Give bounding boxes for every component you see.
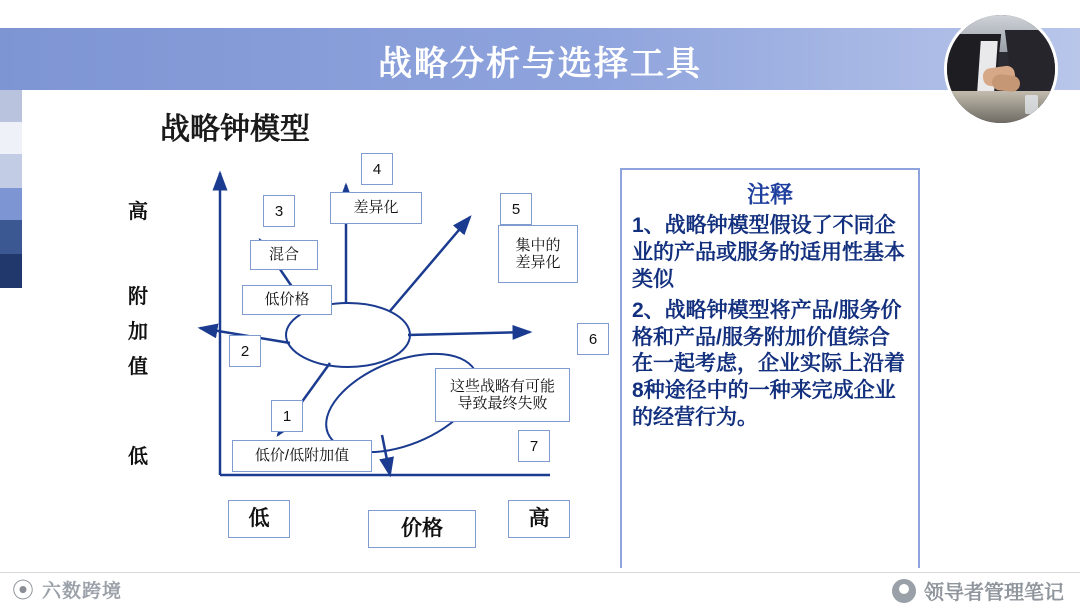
node-number-5: 5 (500, 193, 532, 225)
focus-diff-line1: 集中的 (515, 236, 561, 254)
strategy-clock-diagram (128, 145, 620, 565)
y-axis-label-line1: 附 (128, 286, 148, 308)
edge-block-4 (0, 122, 22, 154)
annotation-box-failure (435, 368, 570, 422)
notes-item-1: 1、战略钟模型假设了不同企业的产品或服务的适用性基本类似 (632, 214, 905, 291)
edge-block-6 (0, 188, 22, 220)
wechat-avatar-icon (892, 579, 916, 603)
y-axis-high-label: 高 (128, 201, 148, 223)
watermark-left (10, 576, 122, 603)
strategy-box-low-price-low-value: 低价/低附加值 (232, 440, 372, 472)
node-number-6: 6 (577, 323, 609, 355)
x-axis-low-box: 低 (228, 500, 290, 538)
y-axis-label-line2: 加 (128, 321, 148, 343)
handshake-photo (944, 12, 1058, 126)
watermark-left-text: 六数跨境 (42, 581, 123, 602)
brand-logo-icon: ⦿ (11, 578, 34, 603)
strategy-box-differentiation: 差异化 (330, 192, 422, 224)
watermark-right-text: 领导者管理笔记 (924, 582, 1064, 604)
page-title: 战略分析与选择工具 (378, 45, 702, 83)
watermark-right (892, 576, 1064, 605)
failure-line2: 导致最终失败 (457, 395, 548, 412)
node-number-4: 4 (361, 153, 393, 185)
x-axis-label-box: 价格 (368, 510, 476, 548)
section-title: 战略钟模型 (160, 113, 310, 146)
strategy-box-mixed: 混合 (250, 240, 318, 270)
node-number-2: 2 (229, 335, 261, 367)
strategy-box-low-price: 低价格 (242, 285, 332, 315)
node-number-3: 3 (263, 195, 295, 227)
notes-item-2: 2、战略钟模型将产品/服务价格和产品/服务附加价值综合在一起考虑，企业实际上沿着8种途径中的一种来完成企业的经营行为。 (632, 298, 905, 430)
failure-line1: 这些战略有可能 (449, 377, 555, 395)
node-number-1: 1 (271, 400, 303, 432)
edge-block-8 (0, 254, 22, 288)
notes-panel (620, 168, 920, 568)
notes-title: 注释 (747, 181, 793, 207)
node-number-7: 7 (518, 430, 550, 462)
x-axis-high-box: 高 (508, 500, 570, 538)
strategy-box-focused-differentiation (498, 225, 578, 283)
edge-block-3 (0, 90, 22, 122)
y-axis-label-line3: 值 (128, 356, 148, 378)
focus-diff-line2: 差异化 (515, 254, 561, 271)
edge-block-5 (0, 154, 22, 188)
y-axis-low-label: 低 (128, 446, 148, 468)
footer-divider (0, 572, 1080, 573)
edge-block-7 (0, 220, 22, 254)
